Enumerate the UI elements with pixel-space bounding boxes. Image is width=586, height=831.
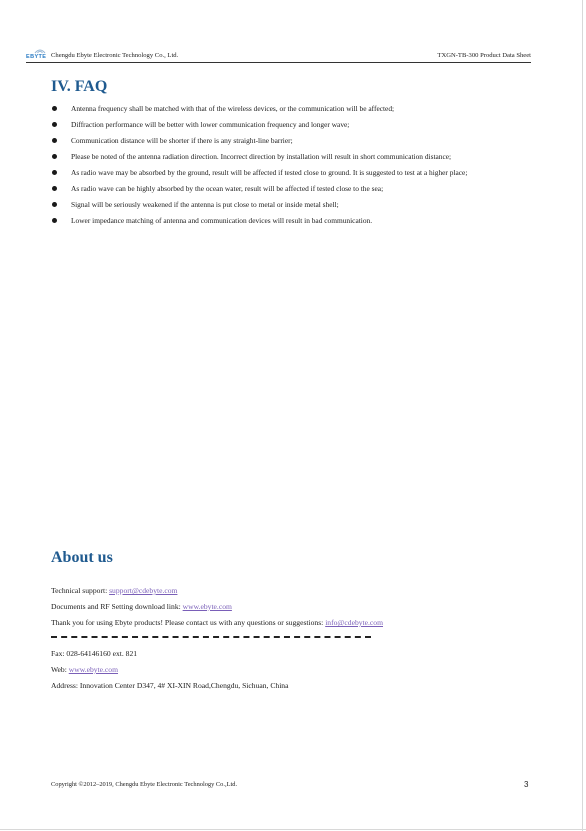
bullet-icon bbox=[52, 154, 57, 159]
faq-item-text: Antenna frequency shall be matched with that of the wireless devices, or the communication will be affected; bbox=[71, 104, 395, 113]
bullet-icon bbox=[52, 186, 57, 191]
faq-item-text: As radio wave can be highly absorbed by the ocean water, result will be affected if tested close to the sea; bbox=[71, 184, 384, 193]
support-label: Technical support: bbox=[51, 586, 110, 595]
page-edge-bottom bbox=[0, 829, 586, 830]
bullet-icon bbox=[52, 138, 57, 143]
footer-copyright: Copyright ©2012–2019, Chengdu Ebyte Electronic Technology Co.,Ltd. bbox=[51, 781, 238, 788]
fax-line: Fax: 028-64146160 ext. 821 bbox=[51, 649, 138, 658]
ebyte-logo bbox=[26, 48, 54, 62]
faq-item bbox=[51, 133, 531, 149]
thanks-label: Thank you for using Ebyte products! Please contact us with any questions or suggestions: bbox=[51, 618, 326, 627]
faq-item bbox=[51, 101, 531, 117]
download-line bbox=[51, 602, 232, 611]
dashed-divider bbox=[51, 636, 371, 638]
web-line bbox=[51, 665, 118, 674]
download-label: Documents and RF Setting download link: bbox=[51, 602, 183, 611]
faq-item-text: Communication distance will be shorter if there is any straight-line barrier; bbox=[71, 136, 293, 145]
address-line: Address: Innovation Center D347, 4# XI-XIN Road,Chengdu, Sichuan, China bbox=[51, 681, 289, 690]
logo-text: EBYTE bbox=[26, 54, 47, 60]
about-heading: About us bbox=[51, 549, 113, 566]
bullet-icon bbox=[52, 218, 57, 223]
web-link[interactable]: www.ebyte.com bbox=[68, 665, 119, 674]
bullet-icon bbox=[52, 122, 57, 127]
page-header bbox=[26, 48, 531, 63]
thanks-line bbox=[51, 618, 383, 627]
faq-item bbox=[51, 213, 531, 229]
faq-item bbox=[51, 117, 531, 133]
faq-item-text: Diffraction performance will be better with lower communication frequency and longer wave; bbox=[71, 120, 350, 129]
support-email-link[interactable]: support@cdebyte.com bbox=[109, 586, 178, 595]
page-edge-right bbox=[582, 0, 583, 831]
page-number: 3 bbox=[524, 780, 529, 789]
faq-item bbox=[51, 197, 531, 213]
faq-item-text: As radio wave may be absorbed by the ground, result will be affected if tested close to ground. It is suggested to test at a higher place; bbox=[71, 168, 468, 177]
document-title: TXGN-TB-300 Product Data Sheet bbox=[437, 52, 531, 59]
web-label: Web: bbox=[51, 665, 69, 674]
faq-item bbox=[51, 165, 531, 181]
faq-item-text: Lower impedance matching of antenna and communication devices will result in bad communication. bbox=[71, 216, 373, 225]
info-email-link[interactable]: info@cdebyte.com bbox=[325, 618, 383, 627]
faq-heading: IV. FAQ bbox=[51, 78, 108, 95]
faq-item bbox=[51, 181, 531, 197]
company-name: Chengdu Ebyte Electronic Technology Co., Ltd. bbox=[51, 52, 179, 59]
faq-item bbox=[51, 149, 531, 165]
faq-item-text: Signal will be seriously weakened if the antenna is put close to metal or inside metal shell; bbox=[71, 200, 339, 209]
download-link[interactable]: www.ebyte.com bbox=[182, 602, 232, 611]
support-line bbox=[51, 586, 177, 595]
bullet-icon bbox=[52, 106, 57, 111]
bullet-icon bbox=[52, 202, 57, 207]
bullet-icon bbox=[52, 170, 57, 175]
faq-list bbox=[51, 101, 531, 229]
faq-item-text: Please be noted of the antenna radiation direction. Incorrect direction by installation will result in short communication distance; bbox=[71, 152, 452, 161]
